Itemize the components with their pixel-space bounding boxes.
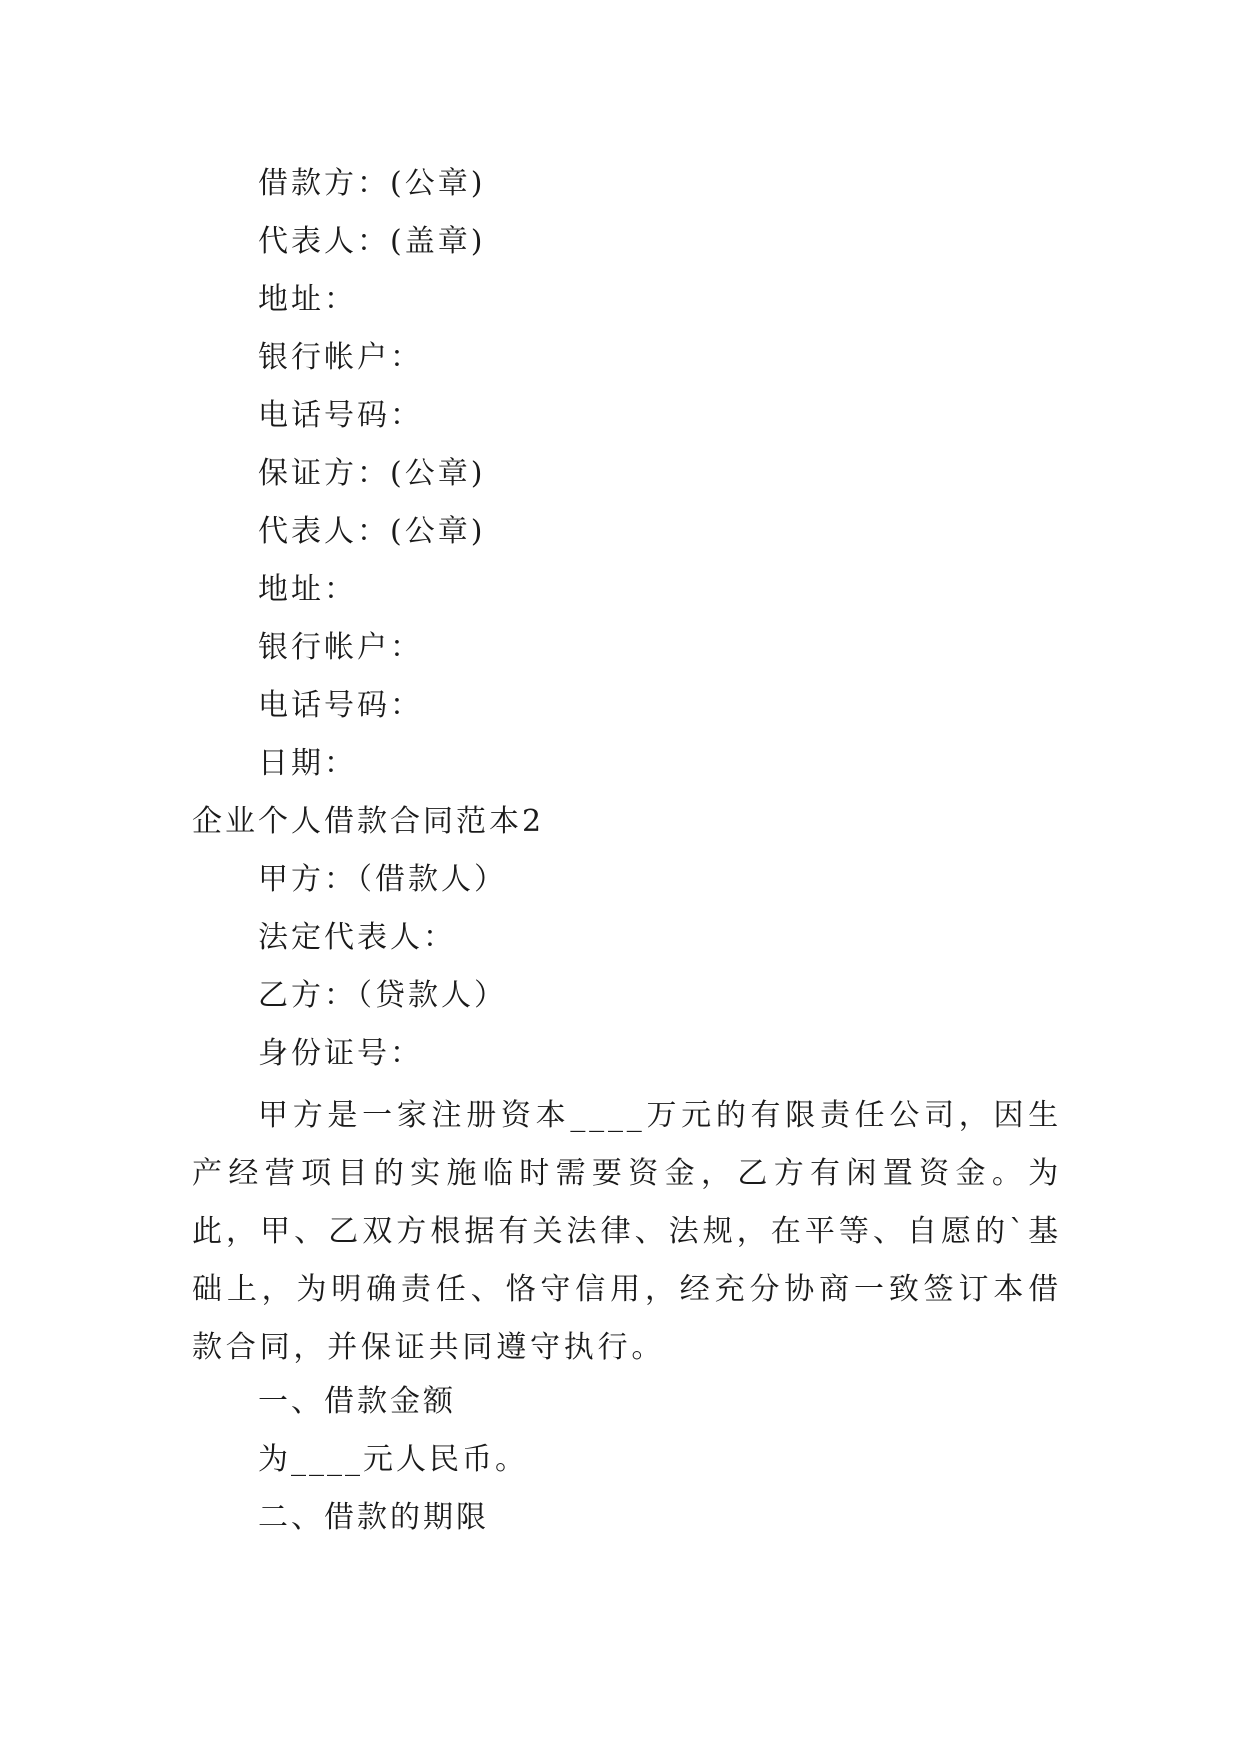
id-number-line: 身份证号： bbox=[258, 1036, 423, 1071]
borrower-phone-line: 电话号码： bbox=[258, 398, 423, 433]
preamble-paragraph: 甲方是一家注册资本____万元的有限责任公司，因生产经营项目的实施临时需要资金，乙方有闲置资金。为此，甲、乙双方根据有关法律、法规，在平等、自愿的`基础上，为明确责任、恪守信用，经充分协商一致签订本借款合同，并保证共同遵守执行。 bbox=[192, 1098, 1062, 1365]
section-2-heading: 二、借款的期限 bbox=[258, 1500, 489, 1535]
section-1-body: 为____元人民币。 bbox=[258, 1442, 528, 1477]
contract-title: 企业个人借款合同范本2 bbox=[192, 804, 545, 839]
party-b-line: 乙方：（贷款人） bbox=[258, 978, 507, 1013]
guarantor-bank-account-line: 银行帐户： bbox=[258, 630, 423, 665]
guarantor-seal-line: 保证方：(公章) bbox=[258, 456, 486, 491]
borrower-bank-account-line: 银行帐户： bbox=[258, 340, 423, 375]
guarantor-representative-line: 代表人：(公章) bbox=[258, 514, 486, 549]
guarantor-phone-line: 电话号码： bbox=[258, 688, 423, 723]
borrower-representative-line: 代表人：(盖章) bbox=[258, 224, 486, 259]
section-1-heading: 一、借款金额 bbox=[258, 1384, 456, 1419]
borrower-seal-line: 借款方：(公章) bbox=[258, 166, 486, 201]
guarantor-address-line: 地址： bbox=[258, 572, 357, 607]
borrower-address-line: 地址： bbox=[258, 282, 357, 317]
date-line: 日期： bbox=[258, 746, 357, 781]
legal-representative-line: 法定代表人： bbox=[258, 920, 456, 955]
party-a-line: 甲方：（借款人） bbox=[258, 862, 507, 897]
